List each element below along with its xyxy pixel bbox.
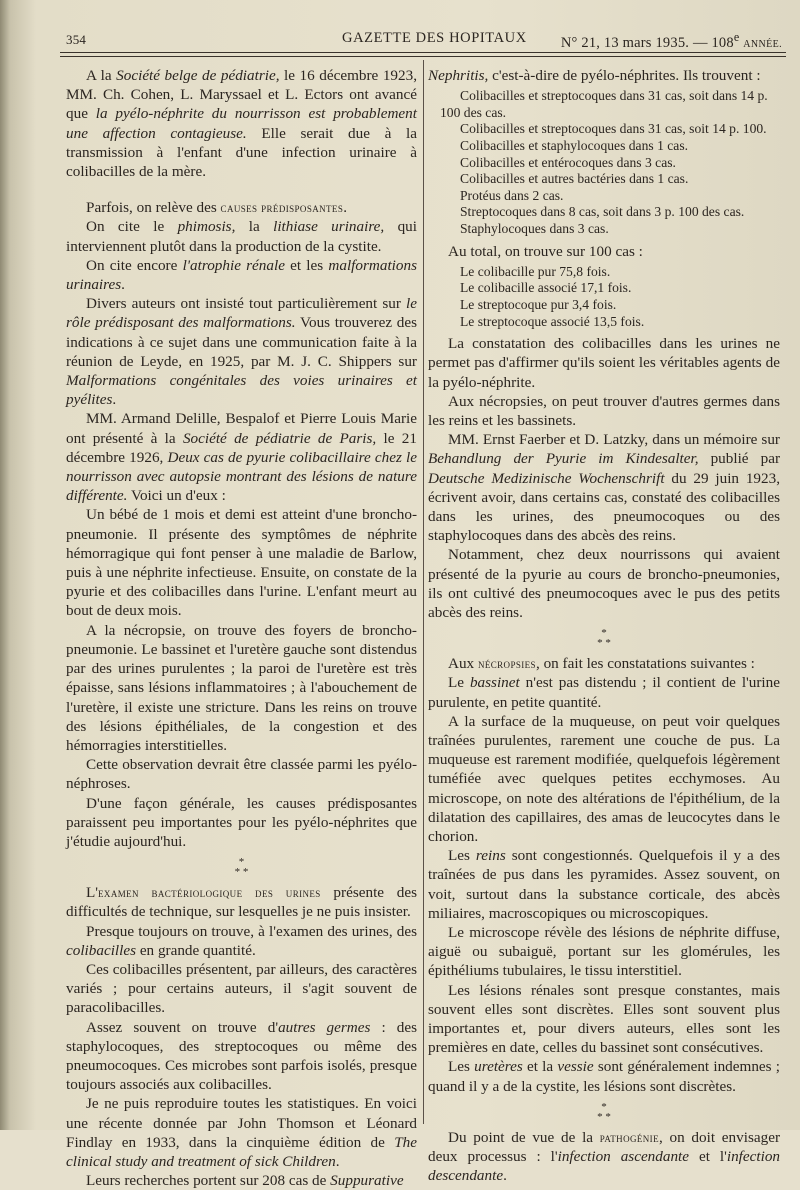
paragraph: On cite le phimosis, la lithiase urinaire, qui interviennent plutôt dans la production de la cystite.: [66, 218, 417, 255]
section-separator: * * *: [597, 1100, 611, 1123]
section-separator: * * *: [234, 856, 249, 879]
column-divider: [423, 60, 424, 1124]
paragraph: On cite encore l'atrophie rénale et les malformations urinaires.: [66, 256, 417, 294]
paragraph: Presque toujours on trouve, à l'examen des urines, des colibacilles en grande quantité.: [66, 922, 417, 959]
paragraph: A la Société belge de pédiatrie, le 16 décembre 1923, MM. Ch. Cohen, L. Maryssael et L. Ectors ont avancé que la pyélo-néphrite du nourrisson est probablement une affection contagieuse. Elle serait due à la transmission à l'enfant d'une infection urinaire à colibacilles de la mère.: [66, 67, 418, 181]
statistic-line: Le streptocoque associé 13,5 fois.: [460, 313, 645, 329]
paragraph: MM. Ernst Faerber et D. Latzky, dans un mémoire sur Behandlung der Pyurie im Kindesalter, publié par Deutsche Medizinische Wochenschrift du 29 juin 1923, écrivent avoir, dans certains cas, constaté des colibacilles dans les urines, des pneumocoques ou des staphylocoques dans des abcès des reins.: [428, 431, 780, 545]
statistic-line: Streptocoques dans 8 cas, soit dans 3 p. 100 des cas.: [460, 204, 745, 220]
statistic-line: Colibacilles et streptocoques dans 31 cas, soit 14 p. 100.: [460, 121, 767, 137]
paragraph: MM. Armand Delille, Bespalof et Pierre Louis Marie ont présenté à la Société de pédiatrie de Paris, le 21 décembre 1926, Deux cas de pyurie colibacillaire chez le nourrisson avec autopsie montrant des lésions de nature différente. Voici un d'eux :: [66, 410, 417, 505]
paragraph: Aux nécropsies, on fait les constatations suivantes :: [448, 655, 755, 673]
statistic-line: Staphylocoques dans 3 cas.: [460, 220, 609, 236]
paragraph: Du point de vue de la pathogénie, on doit envisager deux processus : l'infection ascendante et l'infection descendante.: [428, 1128, 781, 1185]
paragraph: Les reins sont congestionnés. Quelquefois il y a des traînées de pus dans les pyramides. Assez souvent, on voit, surtout dans la substance corticale, des abcès miliaires, macroscopiques ou microscopiques.: [428, 847, 780, 922]
statistic-line: Protéus dans 2 cas.: [460, 187, 564, 203]
paragraph: A la surface de la muqueuse, on peut voir quelques traînées purulentes, rarement une couche de pus. La muqueuse est rarement modifiée, quelquefois légèrement tuméfiée avec quelques petites ecchymoses. Au microscope, on note des altérations de l'épithélium, de la dilatation des capillaires, des amas de leucocytes dans le chorion.: [428, 712, 780, 845]
page-header: [66, 28, 782, 50]
paragraph: Au total, on trouve sur 100 cas :: [448, 242, 643, 260]
paragraph: Divers auteurs ont insisté tout particulièrement sur le rôle prédisposant des malformations. Vous trouverez des indications à ce sujet dans une communication faite à la réunion de Leyde, en 1925, par M. J. C. Shippers sur Malformations congénitales des voies urinaires et pyélites.: [66, 295, 417, 409]
paragraph: La constatation des colibacilles dans les urines ne permet pas d'affirmer qu'ils soient les véritables agents de la pyélo-néphrite.: [428, 335, 780, 391]
paragraph: Un bébé de 1 mois et demi est atteint d'une broncho-pneumonie. Il présente des symptômes de néphrite hémorragique qui font penser à une maladie de Barlow, puis à une néphrite infectieuse. Ensuite, on constate de la pyurie et des colibacilles dans l'urine. L'enfant meurt au bout de deux mois.: [66, 506, 417, 620]
paragraph: Le microscope révèle des lésions de néphrite diffuse, aiguë ou subaiguë, portant sur les glomérules, les épithéliums tubulaires, le tissu interstitiel.: [428, 924, 780, 980]
section-separator: * * *: [597, 627, 611, 650]
journal-title: GAZETTE DES HOPITAUX: [342, 30, 527, 46]
page-number: 354: [66, 32, 87, 47]
statistics-list: [428, 88, 780, 237]
paragraph: Parfois, on relève des causes prédisposantes.: [86, 199, 348, 217]
paragraph: Aux nécropsies, on peut trouver d'autres germes dans les reins et les bassinets.: [428, 392, 780, 429]
paragraph: D'une façon générale, les causes prédisposantes paraissent peu importantes pour les pyélo-néphrites que j'étudie aujourd'hui.: [66, 794, 417, 850]
totals-list: [428, 264, 780, 330]
paragraph: Nephritis, c'est-à-dire de pyélo-néphrites. Ils trouvent :: [428, 67, 761, 84]
statistic-line: Colibacilles et entérocoques dans 3 cas.: [460, 154, 676, 170]
paragraph: Assez souvent on trouve d'autres germes : des staphylocoques, des streptocoques ou même des pneumocoques. Ces microbes sont parfois isolés, presque toujours associés aux colibacilles.: [66, 1018, 417, 1094]
issue-info: N° 21, 13 mars 1935. — 108e ANNÉE.: [560, 30, 782, 51]
paragraph: Notamment, chez deux nourrissons qui avaient présenté de la pyurie au cours de broncho-pneumonies, ils ont cultivé des pneumocoques avec le pus des petits abcès des reins.: [428, 546, 780, 621]
right-column: [428, 66, 780, 1185]
paragraph: Cette observation devrait être classée parmi les pyélo-néphroses.: [66, 756, 417, 793]
statistic-line: Colibacilles et autres bactéries dans 1 cas.: [460, 171, 689, 187]
statistic-line: Le colibacille pur 75,8 fois.: [460, 263, 611, 279]
statistic-line: Colibacilles et streptocoques dans 31 cas, soit dans 14 p. 100 des cas.: [440, 88, 768, 120]
paragraph: Leurs recherches portent sur 208 cas de Suppurative: [86, 1172, 404, 1190]
paragraph: Ces colibacilles présentent, par ailleurs, des caractères variés ; pour certains auteurs, il s'agit souvent de paracolibacilles.: [66, 960, 417, 1017]
statistic-line: Colibacilles et staphylocoques dans 1 cas.: [460, 137, 689, 153]
left-column: [66, 66, 417, 1190]
statistic-line: Le streptocoque pur 3,4 fois.: [460, 296, 617, 312]
paragraph: Le bassinet n'est pas distendu ; il contient de l'urine purulente, en petite quantité.: [428, 674, 780, 711]
header-rule-bottom: [60, 56, 786, 57]
header-rule-top: [60, 52, 786, 53]
paragraph: Les uretères et la vessie sont généralement indemnes ; quand il y a de la cystite, les lésions sont discrètes.: [428, 1058, 780, 1095]
paragraph: Je ne puis reproduire toutes les statistiques. En voici une récente donnée par John Thomson et Léonard Findlay en 1933, dans la cinquième édition de The clinical study and treatment of sick Children.: [66, 1095, 417, 1170]
paragraph: A la nécropsie, on trouve des foyers de broncho-pneumonie. Le bassinet et l'uretère gauche sont distendus par des urines purulentes ; la paroi de l'uretère est très épaisse, sans lésions inflammatoires ; à l'abouchement de l'uretère, il existe une stricture. Dans les reins on trouve des lésions épithéliales, de la congestion et des hémorragies interstitielles.: [66, 621, 417, 754]
paragraph: Les lésions rénales sont presque constantes, mais souvent elles sont discrètes. Elles sont souvent plus importantes et, pour divers auteurs, elles sont les premières en date, celles du bassinet sont consécutives.: [428, 981, 780, 1057]
paragraph: L'examen bactériologique des urines présente des difficultés de technique, sur lesquelles je ne puis insister.: [66, 884, 417, 921]
statistic-line: Le colibacille associé 17,1 fois.: [460, 280, 632, 296]
